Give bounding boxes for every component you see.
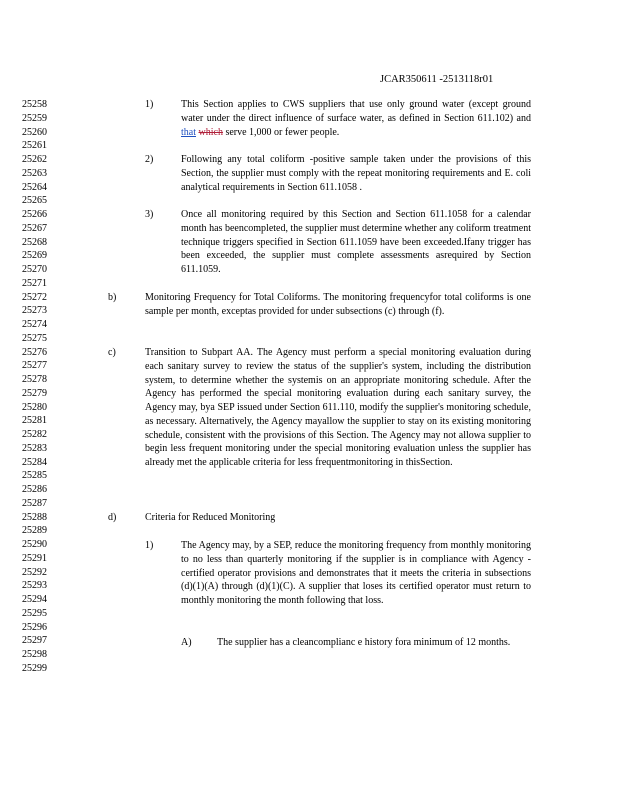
line-number: 25276 [22,346,47,358]
line-number: 25296 [22,621,47,633]
line-number: 25266 [22,209,47,220]
item-label-a3: 3) [145,209,154,220]
line-number: 25283 [22,442,47,454]
line-number: 25279 [22,387,47,399]
line-number: 25293 [22,580,47,592]
paragraph-a3: Once all monitoring required by this Section and Section 611.1058 for a calendar month has beencompleted, the supplier must determine whether any coliform treatment technique triggers specified in Section 611.1059 have been exceeded.Ifany trigger has been exceeded, the supplier must complete assessments asrequired by Section 611.1059. [181,209,531,275]
line-number: 25281 [22,415,47,427]
line-number: 25264 [22,181,47,193]
line-number: 25262 [22,154,47,165]
line-number: 25278 [22,374,47,385]
paragraph-dA: The supplier has a cleancomplianc e history fora minimum of 12 months. [217,637,511,648]
paragraph-d1: The Agency may, by a SEP, reduce the monitoring frequency from monthly monitoring to no less than quarterly monitoring if the supplier is in compliance with Agency -certified operator provisions and demonstrates that it meets the criteria in subsections (d)(1)(A) through (d)(1)(C). A supplier that loses its certified operator must return to monthly monitoring the month following that loss. [181,540,531,606]
paragraph-a1-text-after: serve 1,000 or fewer people. [222,126,340,138]
item-label-dA: A) [181,637,192,648]
line-number: 25297 [22,635,47,647]
line-number: 25291 [22,552,47,564]
line-number: 25286 [22,484,47,495]
line-number: 25259 [22,112,47,124]
document-header-id: JCAR350611 -2513118r01 [380,74,494,85]
line-number: 25285 [22,470,47,482]
line-numbers-column [22,98,62,676]
line-number: 25260 [22,126,47,138]
paragraph-c: Transition to Subpart AA. The Agency must perform a special monitoring evaluation during each sanitary survey to review the status of the supplier's system, including the distribution system, to determine whether the systemis on an appropriate monitoring schedule. After the Agency has performed the special monitoring evaluation during each sanitary survey, the Agency may, bya SEP issued under Section 611.110, modify the supplier's monitoring schedule, as necessary. Alternatively, the Agency mayallow the supplier to stay on its existing monitoring schedule, consistent with the provisions of this Section. The Agency may not allowa supplier to begin less frequent monitoring under the special monitoring evaluation unless the supplier has already met the applicable criteria for less frequentmonitoring in thisSection. [145,347,531,468]
line-number: 25287 [22,497,47,509]
line-number: 25294 [22,594,47,605]
line-number: 25277 [22,360,47,372]
line-number: 25274 [22,319,47,330]
line-number: 25292 [22,566,47,578]
line-number: 25280 [22,401,47,413]
line-number: 25273 [22,305,47,317]
line-number: 25290 [22,539,47,550]
inserted-text: that [181,126,196,138]
line-number: 25265 [22,195,47,207]
line-number: 25268 [22,236,47,248]
item-label-d1: 1) [145,540,154,551]
line-number: 25295 [22,607,47,619]
line-number: 25263 [22,167,47,179]
paragraph-b: Monitoring Frequency for Total Coliforms. The monitoring frequencyfor total coliforms is one sample per month, exceptas provided for under subsections (c) through (f). [145,292,531,317]
paragraph-a1 [181,98,531,139]
line-number: 25298 [22,649,47,660]
line-number: 25270 [22,264,47,275]
deleted-text: which [198,126,223,138]
line-number: 25288 [22,511,47,523]
line-number: 25289 [22,525,47,537]
line-number: 25284 [22,456,47,468]
item-label-d: d) [108,512,117,523]
line-number: 25267 [22,222,47,234]
line-number: 25275 [22,332,47,344]
line-number: 25261 [22,140,47,152]
line-number: 25258 [22,99,47,110]
line-number: 25271 [22,277,47,289]
line-number: 25272 [22,291,47,303]
item-label-a1: 1) [145,99,154,110]
line-number: 25282 [22,429,47,440]
line-number: 25269 [22,250,47,262]
paragraph-a2: Following any total coliform -positive sample taken under the provisions of this Section, the supplier must comply with the repeat monitoring requirements and E. coli analytical requirements in Section 611.1058 . [181,154,531,193]
paragraph-a1-text-before: This Section applies to CWS suppliers that use only ground water (except ground water under the direct influence of surface water, as defined in Section 611.102) and [181,99,531,124]
item-label-a2: 2) [145,154,154,165]
item-label-c: c) [108,347,116,358]
heading-d: Criteria for Reduced Monitoring [145,512,276,523]
line-number: 25299 [22,662,47,674]
item-label-b: b) [108,292,117,303]
